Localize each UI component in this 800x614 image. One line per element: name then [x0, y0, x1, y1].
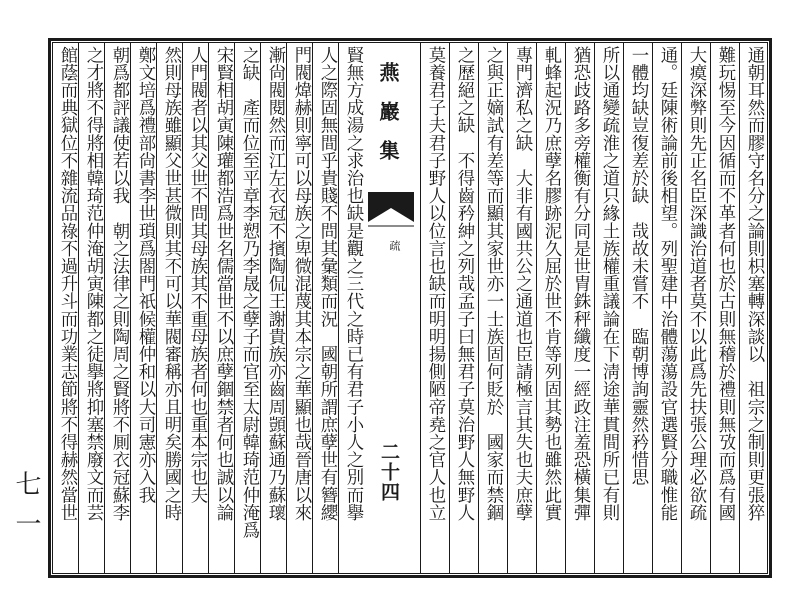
right-text-column: 難玩惕至今因循而不革者何也於古則無稽於禮則無攷而爲有國	[715, 46, 735, 522]
column-rule	[710, 42, 711, 574]
right-text-column: 莫養君子夫君子野人以位言也缺而明明揚側陋帝堯之官人也立	[425, 46, 445, 522]
right-text-column: 之與正嫡試有差等而顯其家世亦一士族固何貶於 國家而禁錮	[483, 46, 503, 522]
column-rule	[565, 42, 566, 574]
column-rule	[652, 42, 653, 574]
margin-page-number: 七一	[11, 470, 41, 550]
left-text-column: 鄭文培爲禮部尙書李世瑣爲閤門祇候權仲和以大司憲亦入我	[135, 46, 155, 504]
column-rule	[594, 42, 595, 574]
fish-tail-ornament-icon	[364, 192, 418, 242]
left-text-column: 然則母族雖顯父世甚微則其不可以華閥審稱亦且明矣勝國之時	[161, 46, 181, 522]
column-rule	[420, 42, 421, 574]
column-rule	[449, 42, 450, 574]
column-rule	[623, 42, 624, 574]
right-text-column: 之歷絕之缺 不得齒矜紳之列哉孟子曰無君子莫治野人無野人	[454, 46, 474, 522]
right-text-column: 猶恐歧路多旁權衡有分同是世胄銖秤纖度一經政注羞恐橫集彈	[570, 46, 590, 522]
left-text-column: 人之際固無間乎貴賤不問其彙類而況 國朝所謂庶孽世有簪纓	[317, 46, 337, 522]
left-text-column: 宋賢相胡寅陳瓘都浩爲世名儒當世不以庶孽錮禁者何也誠以論	[213, 46, 233, 522]
left-text-column: 漸尙閥閱然而江左衣冠不擯陶侃王謝貴族亦齒周顗蘇通乃蘇瓌	[265, 46, 285, 522]
folio-number: 二十四	[378, 442, 400, 502]
left-text-column: 館蔭而典獄位不雜流品祿不過升斗而功業志節將不得赫然當世	[57, 46, 77, 522]
left-text-column: 賢無方成湯之求治也缺是觀之三代之時已有君子小人之別而擧	[343, 46, 363, 522]
right-text-column: 通朝耳然而膠守名分之論則枳塞轉深談以 祖宗之制則更張猝	[744, 46, 764, 522]
book-title: 燕 巖 集	[376, 62, 400, 166]
right-text-column: 一體均缺豈復差於缺 哉故未嘗不 臨朝博詢靈然矜惜思	[628, 46, 648, 486]
left-text-column: 之才將不得將相韓琦范仲淹胡寅陳都之徒擧將抑塞禁廢文而芸	[83, 46, 103, 522]
column-rule	[507, 42, 508, 574]
left-text-column: 朝爲都評議使若以我 朝之法律之則陶周之賢將不厠衣冠蘇李	[109, 46, 129, 522]
left-text-column: 人門閥者以其父世不問其母族其不重母族者何也重本宗也夫	[187, 46, 207, 504]
right-text-column: 軋蜂起況乃庶孽名膠跡泥久屈於世不肯等列固其勢也雖然此實	[541, 46, 561, 522]
column-rule	[681, 42, 682, 574]
column-rule	[478, 42, 479, 574]
right-text-column: 大瘼深弊則先正名臣深識治道者莫不以此爲先扶張公理必欲疏	[686, 46, 706, 522]
right-text-column: 專門濟私之缺 大非有國共公之通道也臣請極言其失也夫庶孽	[512, 46, 532, 522]
center-fold-band	[364, 42, 418, 574]
column-rule	[52, 42, 53, 574]
right-text-column: 所以通變疏淮之道只緣土族權重議論在下淸途華貫間所已有則	[599, 46, 619, 522]
column-rule	[739, 42, 740, 574]
left-text-column: 門閥煒赫則寧可以母族之卑微混蔑其本宗之華顯也哉晉唐以來	[291, 46, 311, 522]
column-rule	[536, 42, 537, 574]
right-text-column: 通。廷陳術論前後相望。列聖建中治體蕩蕩設官選賢分職惟能	[657, 46, 677, 522]
section-label: 疏	[388, 240, 401, 251]
left-text-column: 之缺 產而位至平章李愬乃李晟之孽子而官至太尉韓琦范仲淹爲	[239, 46, 259, 539]
